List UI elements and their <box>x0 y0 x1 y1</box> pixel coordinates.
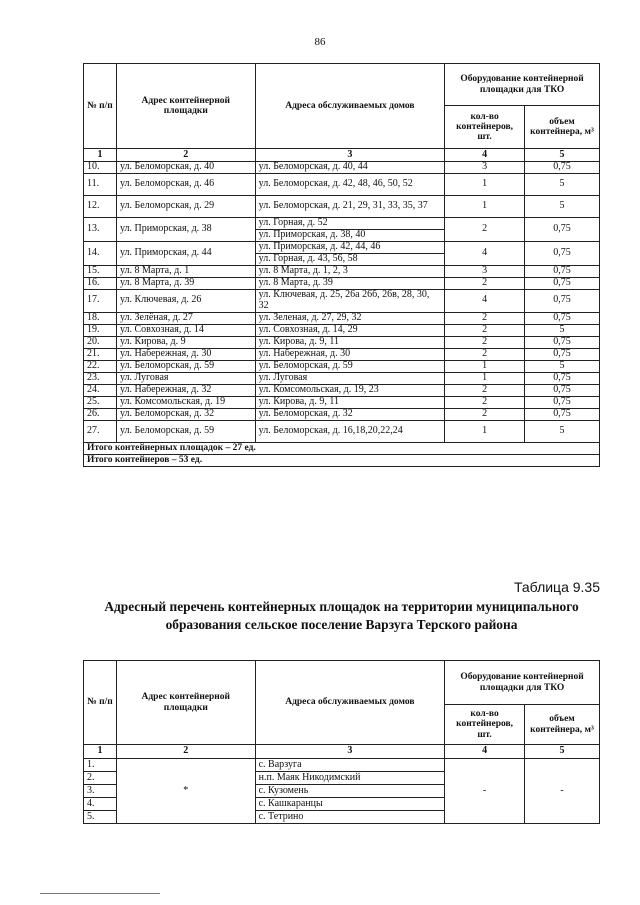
container-volume: 0,75 <box>525 278 600 290</box>
row-number: 17. <box>84 290 117 313</box>
row-number: 19. <box>84 324 117 336</box>
container-count: - <box>445 759 525 824</box>
site-address: ул. Беломорская, д. 46 <box>116 174 255 196</box>
container-volume: 0,75 <box>525 348 600 360</box>
total-sites: Итого контейнерных площадок – 27 ед. <box>84 442 600 454</box>
table-row <box>84 360 600 372</box>
served-houses: ул. Набережная, д. 30 <box>255 348 444 360</box>
row-number: 14. <box>84 242 117 266</box>
served-houses: ул. Приморская, д. 38, 40 <box>255 230 444 242</box>
table-title: Адресный перечень контейнерных площадок на территории муниципального образования сельское поселение Варзуга Терского района <box>104 599 579 632</box>
served-houses: ул. Приморская, д. 42, 44, 46 <box>255 242 444 254</box>
site-address: ул. Беломорская, д. 29 <box>116 196 255 218</box>
header-houses: Адреса обслуживаемых домов <box>255 661 445 745</box>
index-cell: 3 <box>255 745 445 759</box>
served-houses: ул. 8 Марта, д. 1, 2, 3 <box>255 266 444 278</box>
container-volume: 0,75 <box>525 396 600 408</box>
header-volume: объем контейнера, м³ <box>525 705 600 745</box>
served-settlement: с. Кузомень <box>255 785 445 798</box>
served-houses: ул. Беломорская, д. 21, 29, 31, 33, 35, 37 <box>255 196 444 218</box>
row-number: 10. <box>84 162 117 174</box>
site-address: ул. Приморская, д. 44 <box>116 242 255 266</box>
total-row <box>84 454 600 466</box>
site-address: ул. Беломорская, д. 32 <box>116 408 255 420</box>
row-number: 24. <box>84 384 117 396</box>
index-cell: 5 <box>525 149 600 162</box>
row-number: 21. <box>84 348 117 360</box>
header-address: Адрес контейнерной площадки <box>116 64 255 149</box>
container-count: 2 <box>445 336 525 348</box>
header-count: кол-во контейнеров, шт. <box>445 705 525 745</box>
container-count: 1 <box>445 372 525 384</box>
container-count: 3 <box>445 266 525 278</box>
container-volume: 0,75 <box>525 290 600 313</box>
table-row <box>84 759 600 772</box>
table-row <box>84 324 600 336</box>
container-volume: 0,75 <box>525 384 600 396</box>
served-houses: ул. Луговая <box>255 372 444 384</box>
row-number: 20. <box>84 336 117 348</box>
table-row <box>84 278 600 290</box>
row-number: 4. <box>84 798 117 811</box>
served-houses: ул. 8 Марта, д. 39 <box>255 278 444 290</box>
container-volume: 0,75 <box>525 408 600 420</box>
row-number: 2. <box>84 772 117 785</box>
container-volume: 0,75 <box>525 372 600 384</box>
container-count: 2 <box>445 324 525 336</box>
row-number: 26. <box>84 408 117 420</box>
row-number: 16. <box>84 278 117 290</box>
row-number: 13. <box>84 218 117 242</box>
served-houses: ул. Совхозная, д. 14, 29 <box>255 324 444 336</box>
header-num: № п/п <box>84 64 117 149</box>
table-number: Таблица 9.35 <box>513 579 600 595</box>
header-num: № п/п <box>84 661 117 745</box>
served-houses: ул. Беломорская, д. 40, 44 <box>255 162 444 174</box>
table-row <box>84 396 600 408</box>
served-settlement: с. Тетрино <box>255 811 445 824</box>
total-containers: Итого контейнеров – 53 ед. <box>84 454 600 466</box>
header-equipment: Оборудование контейнерной площадки для ТКО <box>445 64 600 106</box>
table-row <box>84 242 600 254</box>
container-count: 3 <box>445 162 525 174</box>
site-address: ул. 8 Марта, д. 39 <box>116 278 255 290</box>
served-houses: ул. Ключевая, д. 25, 26а 26б, 26в, 28, 30, 32 <box>255 290 444 313</box>
index-cell: 4 <box>445 149 525 162</box>
index-cell: 3 <box>255 149 444 162</box>
footer-divider <box>40 893 160 894</box>
index-cell: 2 <box>116 745 255 759</box>
served-houses: ул. Кирова, д. 9, 11 <box>255 336 444 348</box>
site-address: ул. Беломорская, д. 59 <box>116 360 255 372</box>
site-address: ул. Приморская, д. 38 <box>116 218 255 242</box>
served-houses: ул. Кирова, д. 9, 11 <box>255 396 444 408</box>
container-count: 2 <box>445 384 525 396</box>
table-row <box>84 162 600 174</box>
table-row <box>84 196 600 218</box>
index-cell: 5 <box>525 745 600 759</box>
table-row <box>84 218 600 230</box>
served-houses: ул. Беломорская, д. 16,18,20,22,24 <box>255 420 444 442</box>
index-cell: 1 <box>84 149 117 162</box>
header-equipment: Оборудование контейнерной площадки для ТКО <box>445 661 600 705</box>
container-volume: 0,75 <box>525 242 600 266</box>
served-houses: ул. Горная, д. 43, 56, 58 <box>255 254 444 266</box>
site-address: ул. Комсомольская, д. 19 <box>116 396 255 408</box>
container-volume: 0,75 <box>525 162 600 174</box>
row-number: 3. <box>84 785 117 798</box>
served-houses: ул. Комсомольская, д. 19, 23 <box>255 384 444 396</box>
served-settlement: с. Варзуга <box>255 759 445 772</box>
site-address: ул. Луговая <box>116 372 255 384</box>
table-row <box>84 336 600 348</box>
container-count: 2 <box>445 408 525 420</box>
total-row <box>84 442 600 454</box>
served-houses: ул. Зеленая, д. 27, 29, 32 <box>255 312 444 324</box>
site-address: ул. Беломорская, д. 40 <box>116 162 255 174</box>
container-count: 1 <box>445 196 525 218</box>
table-row <box>84 420 600 442</box>
container-volume: 5 <box>525 420 600 442</box>
row-number: 5. <box>84 811 117 824</box>
container-volume: 0,75 <box>525 266 600 278</box>
container-count: 4 <box>445 290 525 313</box>
row-number: 25. <box>84 396 117 408</box>
row-number: 11. <box>84 174 117 196</box>
row-number: 1. <box>84 759 117 772</box>
container-count: 1 <box>445 174 525 196</box>
table-row <box>84 174 600 196</box>
container-volume: 5 <box>525 324 600 336</box>
row-number: 23. <box>84 372 117 384</box>
container-count: 2 <box>445 218 525 242</box>
site-address: ул. Совхозная, д. 14 <box>116 324 255 336</box>
container-volume: 0,75 <box>525 312 600 324</box>
site-address: ул. Зелёная, д. 27 <box>116 312 255 324</box>
index-cell: 1 <box>84 745 117 759</box>
container-count: 2 <box>445 278 525 290</box>
site-address: ул. Кирова, д. 9 <box>116 336 255 348</box>
page-number: 86 <box>314 36 326 48</box>
table-row <box>84 290 600 313</box>
index-cell: 4 <box>445 745 525 759</box>
site-address: ул. 8 Марта, д. 1 <box>116 266 255 278</box>
served-houses: ул. Горная, д. 52 <box>255 218 444 230</box>
container-count: 1 <box>445 360 525 372</box>
table-row <box>84 384 600 396</box>
index-cell: 2 <box>116 149 255 162</box>
header-count: кол-во контейнеров, шт. <box>445 106 525 149</box>
header-address: Адрес контейнерной площадки <box>116 661 255 745</box>
container-count: 2 <box>445 348 525 360</box>
site-address: ул. Набережная, д. 30 <box>116 348 255 360</box>
served-houses: ул. Беломорская, д. 32 <box>255 408 444 420</box>
row-number: 15. <box>84 266 117 278</box>
container-volume: 5 <box>525 196 600 218</box>
container-count: 1 <box>445 420 525 442</box>
container-volume: 0,75 <box>525 218 600 242</box>
table-row <box>84 348 600 360</box>
served-settlement: н.п. Маяк Никодимский <box>255 772 445 785</box>
row-number: 22. <box>84 360 117 372</box>
site-address: * <box>116 759 255 824</box>
site-address: ул. Беломорская, д. 59 <box>116 420 255 442</box>
container-volume: - <box>525 759 600 824</box>
container-volume: 5 <box>525 174 600 196</box>
container-count: 4 <box>445 242 525 266</box>
served-houses: ул. Беломорская, д. 42, 48, 46, 50, 52 <box>255 174 444 196</box>
container-sites-table-1 <box>83 63 600 467</box>
table-row <box>84 372 600 384</box>
site-address: ул. Ключевая, д. 26 <box>116 290 255 313</box>
header-volume: объем контейнера, м³ <box>525 106 600 149</box>
container-volume: 0,75 <box>525 336 600 348</box>
container-count: 2 <box>445 396 525 408</box>
container-sites-table-2 <box>83 660 600 824</box>
table-row <box>84 408 600 420</box>
row-number: 18. <box>84 312 117 324</box>
served-settlement: с. Кашкаранцы <box>255 798 445 811</box>
row-number: 27. <box>84 420 117 442</box>
site-address: ул. Набережная, д. 32 <box>116 384 255 396</box>
served-houses: ул. Беломорская, д. 59 <box>255 360 444 372</box>
container-volume: 5 <box>525 360 600 372</box>
header-houses: Адреса обслуживаемых домов <box>255 64 444 149</box>
container-count: 2 <box>445 312 525 324</box>
row-number: 12. <box>84 196 117 218</box>
table-row <box>84 266 600 278</box>
table-row <box>84 312 600 324</box>
